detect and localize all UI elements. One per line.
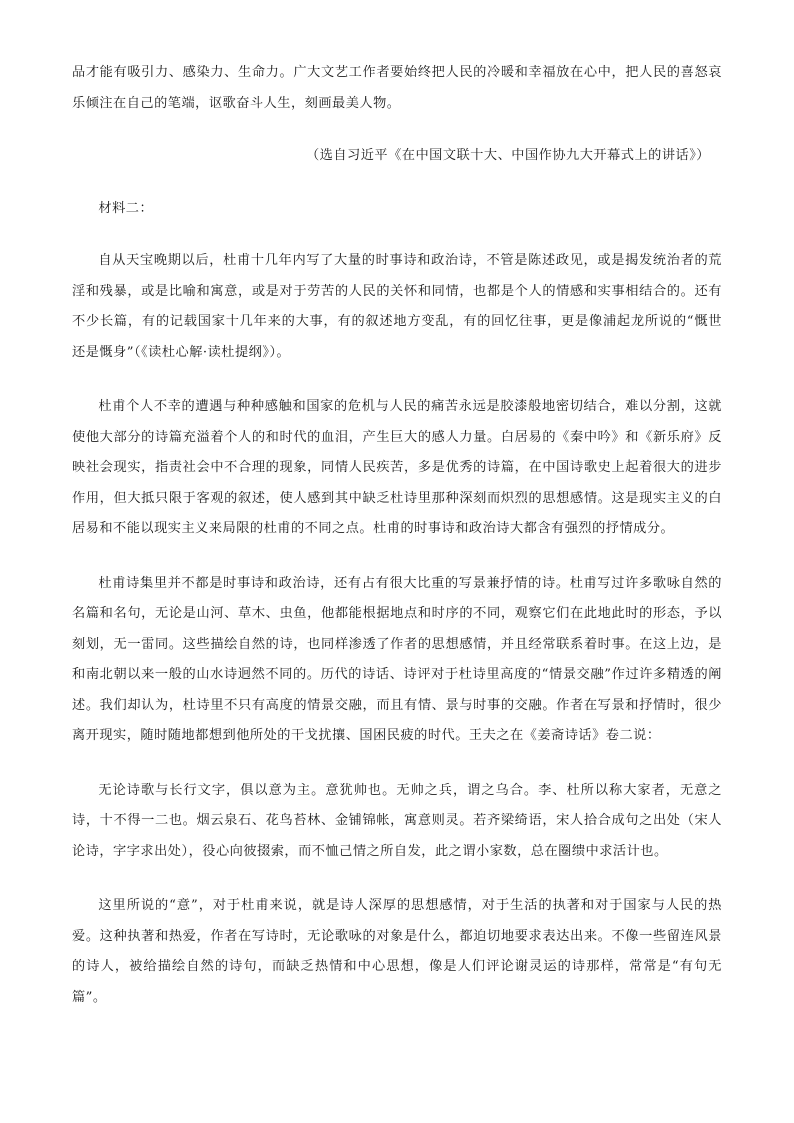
source-citation: （选自习近平《在中国文联十大、中国作协九大开幕式上的讲话》） [305,148,710,163]
paragraph-continuation: 品才能有吸引力、感染力、生命力。广大文艺工作者要始终把人民的冷暖和幸福放在心中，把人民的喜怒哀乐倾注在自己的笔端，讴歌奋斗人生，刻画最美人物。 [72,65,722,111]
paragraph-3: 杜甫诗集里并不都是时事诗和政治诗，还有占有很大比重的写景兼抒情的诗。杜甫写过许多歌咏自然的名篇和名句，无论是山河、草木、虫鱼，他都能根据地点和时序的不同，观察它们在此地此时的形态，予以刻划，无一雷同。这些描绘自然的诗，也同样渗透了作者的思想感情，并且经常联系着时事。在这上边，是和南北朝以来一般的山水诗迥然不同的。历代的诗话、诗评对于杜诗里高度的“情景交融”作过许多精透的阐述。我们却认为，杜诗里不只有高度的情景交融，而且有情、景与时事的交融。作者在写景和抒情时，很少离开现实，随时随地都想到他所处的干戈扰攘、国困民疲的时代。王夫之在《姜斋诗话》卷二说： [72,575,722,743]
paragraph-5: 这里所说的“意”，对于杜甫来说，就是诗人深厚的思想感情，对于生活的执著和对于国家与人民的热爱。这种执著和热爱，作者在写诗时，无论歌咏的对象是什么，都迫切地要求表达出来。不像一些留连风景的诗人，被给描绘自然的诗句，而缺乏热情和中心思想，像是人们评论谢灵运的诗那样，常常是“有句无篇”。 [72,898,722,1005]
paragraph-2: 杜甫个人不幸的遭遇与种种感触和国家的危机与人民的痛苦永远是胶漆般地密切结合，难以分割，这就使他大部分的诗篇充溢着个人的和时代的血泪，产生巨大的感人力量。白居易的《秦中吟》和《新乐府》反映社会现实，指责社会中不合理的现象，同情人民疾苦，多是优秀的诗篇，在中国诗歌史上起着很大的进步作用，但大抵只限于客观的叙述，使人感到其中缺乏杜诗里那种深刻而炽烈的思想感情。这是现实主义的白居易和不能以现实主义来局限的杜甫的不同之点。杜甫的时事诗和政治诗大都含有强烈的抒情成分。 [72,399,722,536]
section-heading-material-2: 材料二： [98,200,154,216]
paragraph-1: 自从天宝晚期以后，杜甫十几年内写了大量的时事诗和政治诗，不管是陈述政见，或是揭发统治者的荒淫和残暴，或是比喻和寓意，或是对于劳苦的人民的关怀和同情，也都是个人的情感和实事相结合的。还有不少长篇，有的记载国家十几年来的大事，有的叙述地方变乱，有的回忆往事，更是像浦起龙所说的“慨世还是慨身”（《读杜心解·读杜提纲》）。 [72,253,722,360]
quotation-wang-fuzhi: 无论诗歌与长行文字，俱以意为主。意犹帅也。无帅之兵，谓之乌合。李、杜所以称大家者，无意之诗，十不得一二也。烟云泉石、花鸟苔林、金铺锦帐，寓意则灵。若齐梁绮语，宋人拾合成句之出处（宋人论诗，字字求出处），役心向彼掇索，而不恤己情之所自发，此之谓小家数，总在圈缋中求活计也。 [72,782,722,859]
document-page [72,58,722,1013]
